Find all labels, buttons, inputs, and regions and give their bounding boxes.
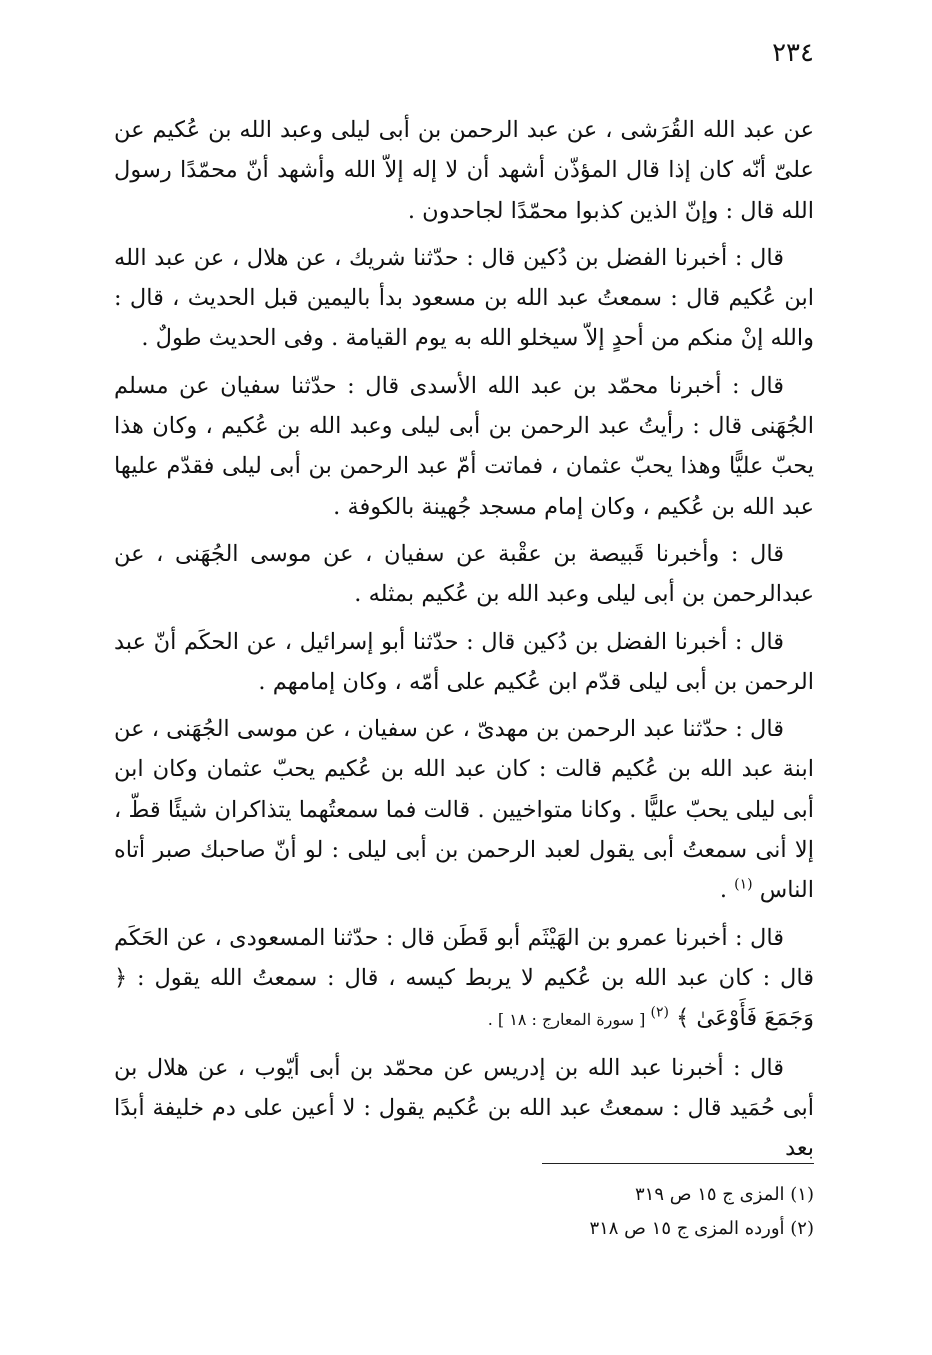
footnote-1: (١) المزى ج ١٥ ص ٣١٩	[635, 1184, 814, 1205]
quran-citation: [ سورة المعارج : ١٨ ] .	[487, 1010, 651, 1030]
main-text	[114, 110, 814, 1175]
paragraph-5: قال : أخبرنا الفضل بن دُكين قال : حدّثنا أبو إسرائيل ، عن الحكَم أنّ عبد الرحمن بن أبى ليلى قدّم ابن عُكيم على أمّه ، وكان إمامهم .	[114, 628, 814, 695]
paragraph-1: عن عبد الله القُرَشى ، عن عبد الرحمن بن أبى ليلى وعبد الله بن عُكيم عن علىّ أنّه كان إذا قال المؤذّن أشهد أن لا إله إلاّ الله وأشهد أنّ محمّدًا رسول الله قال : وإنّ الذين كذبوا محمّدًا لجاحدون .	[114, 117, 814, 224]
paragraph-6-end: .	[719, 877, 735, 904]
footnotes	[394, 1178, 814, 1246]
footnote-ref-1[interactable]: (١)	[734, 876, 753, 893]
paragraph-7-text: قال : أخبرنا عمرو بن الهَيْثَم أبو قَطَن قال : حدّثنا المسعودى ، عن الحَكَم قال : كان عبد الله بن عُكيم لا يربط كيسه ، قال : سمعتُ الله يقول : ﴿ وَجَمَعَ فَأَوْعَىٰ ﴾	[114, 924, 814, 1032]
footnote-2: (٢) أورده المزى ج ١٥ ص ٣١٨	[589, 1218, 814, 1239]
paragraph-6	[114, 709, 814, 910]
paragraph-3: قال : أخبرنا محمّد بن عبد الله الأسدى قال : حدّثنا سفيان عن مسلم الجُهَنى قال : رأيتُ عبد الرحمن بن أبى ليلى وعبد الله بن عُكيم ، وكان هذا يحبّ عليًّا وهذا يحبّ عثمان ، فماتت أمّ عبد الرحمن بن أبى ليلى فقدّم عليها عبد الله بن عُكيم ، وكان إمام مسجد جُهينة بالكوفة .	[114, 372, 814, 520]
footnote-divider	[542, 1163, 814, 1164]
paragraph-4: قال : وأخبرنا قَبيصة بن عقْبة عن سفيان ، عن موسى الجُهَنى ، عن عبدالرحمن بن أبى ليلى وعبد الله بن عُكيم بمثله .	[114, 540, 814, 608]
paragraph-8: قال : أخبرنا عبد الله بن إدريس عن محمّد بن أبى أيّوب ، عن هلال بن أبى حُمَيد قال : سمعتُ عبد الله بن عُكيم يقول : لا أعين على دم خليفة أبدًا بعد	[114, 1054, 814, 1162]
paragraph-6-text: قال : حدّثنا عبد الرحمن بن مهدىّ ، عن سفيان ، عن موسى الجُهَنى ، عن ابنة عبد الله بن عُكيم قالت : كان عبد الله بن عُكيم يحبّ عثمان وكان ابن أبى ليلى يحبّ عليًّا . وكانا متواخيين . قالت فما سمعتُهما يتذاكران شيئًا قطّ ، إلا أنى سمعتُ أبى يقول لعبد الرحمن بن أبى ليلى : لو أنّ صاحبك صبر أتاه الناس	[114, 716, 814, 904]
paragraph-2: قال : أخبرنا الفضل بن دُكين قال : حدّثنا شريك ، عن هلال ، عن عبد الله ابن عُكيم قال : سمعتُ عبد الله بن مسعود بدأ باليمين قبل الحديث ، قال : والله إنْ منكم من أحدٍ إلاّ سيخلو الله به يوم القيامة . وفى الحديث طولٌ .	[114, 244, 815, 352]
footnote-ref-2[interactable]: (٢)	[650, 1004, 669, 1021]
page-number: ٢٣٤	[772, 38, 814, 68]
paragraph-7	[114, 918, 814, 1041]
